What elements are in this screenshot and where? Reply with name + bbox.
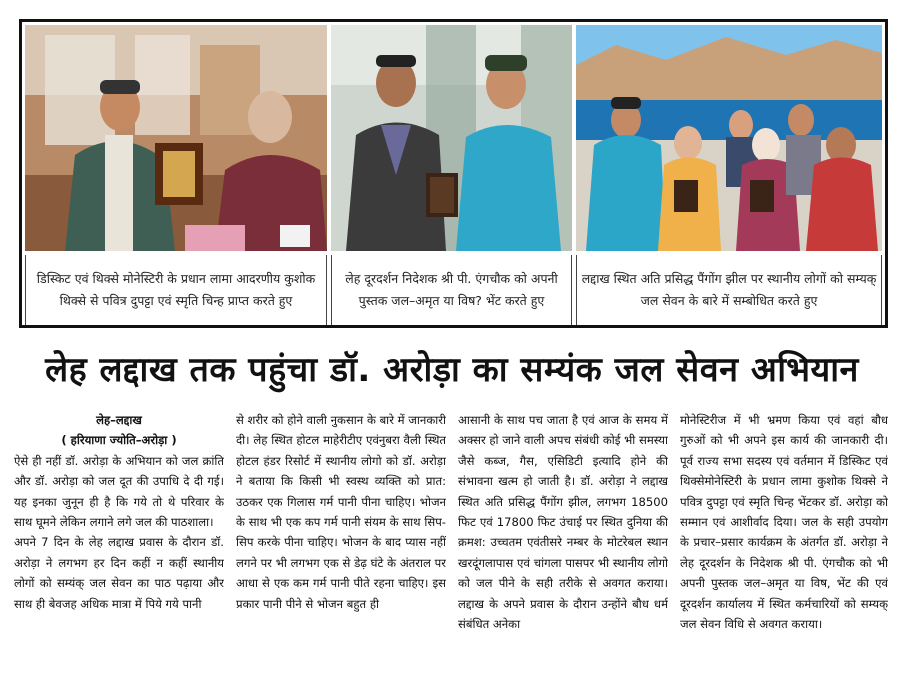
article-column-1 <box>14 410 224 686</box>
article-paragraph: मोनेस्टिरीज में भी भ्रमण किया एवं वहां बौध गुरुओं को भी अपने इस कार्य की जानकारी दी। पूर्व राज्य सभा सदस्य एवं वर्तमान में डिस्किट एवं थिक्सेमोनेस्टिरी के प्रधान लामा कुशोक थिक्से ने पवित्र दुपट्टा एवं स्मृति चिन्ह भेंटकर डॉ. अरोड़ा को सम्मान एवं आशीर्वाद दिया। जल के सही उपयोग के प्रचार–प्रसार कार्यक्रम के अंतर्गत डॉ. अरोड़ा ने लेह दूरदर्शन के निदेशक श्री पी. एंगचौक को भी अपनी पुस्तक जल–अमृत या विष, भेंट की एवं दूरदर्शन कार्यालय में स्थित कर्मचारियों को सम्यक् जल सेवन विधि से अवगत कराया। <box>680 413 888 632</box>
photo-strip <box>19 19 888 328</box>
photo-lama-memento <box>25 25 327 251</box>
article-paragraph: आसानी के साथ पच जाता है एवं आज के समय में अक्सर हो जाने वाली अपच संबंधी कोई भी समस्या जैसे कब्ज, गैस, एसिडिटी इत्यादि होने की संभावना खत्म हो जाती है। डॉ. अरोड़ा ने लद्दाख स्थित अति प्रसिद्ध पैंगोंग झील, लगभग 18500 फिट एवं 17800 फिट उंचाई पर स्थित दुनिया की क्रमश: उच्चतम एवंतीसरे नम्बर के मोटरेबल स्थान खरदूंगलापास एवं चांगला पासपर भी स्थानीय लोगो को जल पीने के सही तरीके से अवगत कराया। लद्दाख के अपने प्रवास के दौरान उन्होंने बौध धर्म संबंधित अनेका <box>458 413 668 632</box>
photo-caption-3: लद्दाख स्थित अति प्रसिद्ध पैंगोंग झील पर स्थानीय लोगों को सम्यक् जल सेवन के बारे में सम्बोधित करते हुए <box>576 255 882 325</box>
dateline: लेह–लद्दाख <box>96 413 142 427</box>
photo-caption-2: लेह दूरदर्शन निदेशक श्री पी. एंगचौक को अपनी पुस्तक जल–अमृत या विष? भेंट करते हुए <box>331 255 572 325</box>
headline: लेह लद्दाख तक पहुंचा डॉ. अरोड़ा का सम्यंक जल सेवन अभियान <box>45 350 859 390</box>
photo-book-presentation <box>331 25 572 251</box>
article-column-3 <box>458 410 668 686</box>
byline: ( हरियाणा ज्योति–अरोड़ा ) <box>61 433 177 448</box>
photo-pangong-lake <box>576 25 882 251</box>
photo-caption-1: डिस्किट एवं थिक्से मोनेस्टिरी के प्रधान लामा आदरणीय कुशोक थिक्से से पवित्र दुपट्टा एवं स्मृति चिन्ह प्राप्त करते हुए <box>25 255 327 325</box>
article-paragraph: अपने 7 दिन के लेह लद्दाख प्रवास के दौरान डॉ. अरोड़ा ने लगभग हर दिन कहीं न कहीं स्थानीय लोगों को सम्यंक् जल सेवन का पाठ पढ़ाया और साथ ही बेवजह अधिक मात्रा में पिये गये पानी <box>14 535 224 611</box>
article-column-2 <box>236 410 446 686</box>
article-paragraph: से शरीर को होने वाली नुकसान के बारे में जानकारी दी। लेह स्थित होटल माहेरीटीए एवंनुबरा वैली स्थित होटल हंडर रिसोर्ट में स्थानीय लोगो को डॉ. अरोड़ा ने बताया कि किसी भी स्वस्थ व्यक्ति को प्रात: उठकर एक गिलास गर्म पानी पीना चाहिए। भोजन के साथ भी एक कप गर्म पानी संयम के साथ सिप-सिप करके पीना चाहिए। भोजन के बाद प्यास नहीं लगने पर भी लगभग एक से डेढ़ घंटे के अंतराल पर आधा से एक कम गर्म पानी पीते रहना चाहिए। इस प्रकार पानी पीने से भोजन बहुत ही <box>236 413 446 611</box>
article-column-4 <box>680 410 888 686</box>
article-paragraph: ऐसे ही नहीं डॉ. अरोड़ा के अभियान को जल क्रांति और डॉ. अरोड़ा को जल दूत की उपाधि दे दी गई। यह इनका जुनून ही है कि गये तो थे परिवार के साथ घूमने लेकिन लगाने लगे जल की पाठशाला। <box>14 453 224 530</box>
